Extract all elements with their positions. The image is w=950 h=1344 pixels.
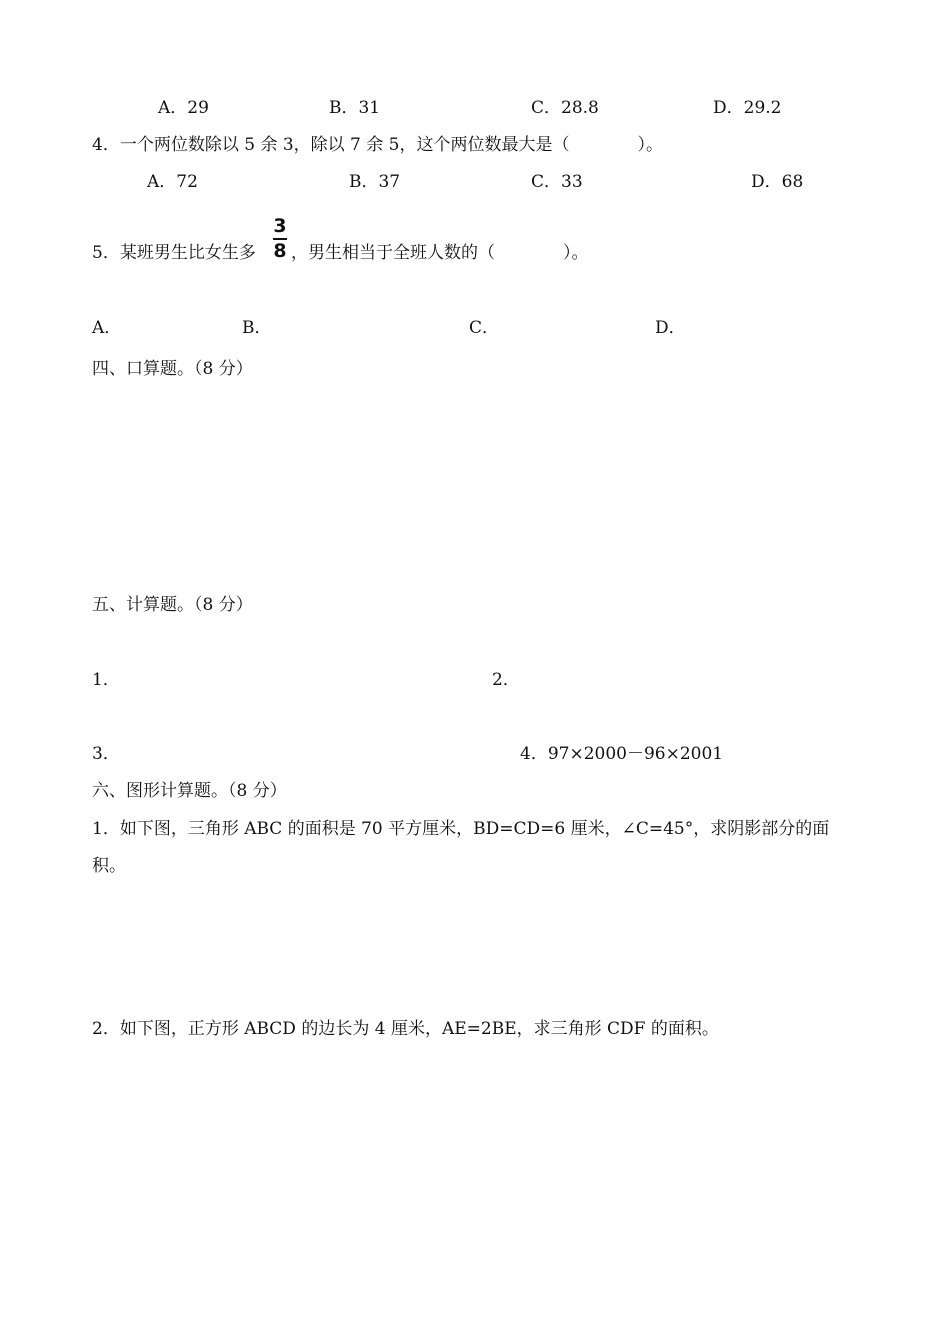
q4-option-a: A．72 — [147, 172, 198, 192]
fraction-denominator: 8 — [273, 240, 287, 262]
q5-option-b: B． — [242, 318, 272, 338]
q5-stem-before: 5．某班男生比女生多 — [92, 243, 256, 263]
section5-item-1: 1． — [92, 670, 120, 690]
section5-item-2: 2． — [492, 670, 520, 690]
q5-fraction — [271, 216, 289, 264]
fraction-numerator: 3 — [273, 215, 287, 237]
q5-option-c: C． — [469, 318, 500, 338]
section6-problem1-line2: 积。 — [92, 856, 126, 876]
q5-stem-after: ，男生相当于全班人数的（ ）。 — [291, 243, 589, 263]
q3-option-a: A．29 — [158, 98, 209, 118]
section5-item-4: 4．97×2000－96×2001 — [520, 744, 724, 764]
q4-option-c: C．33 — [531, 172, 583, 192]
q5-option-a: A． — [92, 318, 122, 338]
q4-option-b: B．37 — [349, 172, 401, 192]
q4-stem: 4．一个两位数除以 5 余 3，除以 7 余 5，这个两位数最大是（ ）。 — [92, 135, 664, 155]
section5-heading: 五、计算题。（8 分） — [92, 595, 253, 615]
section5-item-3: 3． — [92, 744, 120, 764]
section4-heading: 四、口算题。（8 分） — [92, 359, 253, 379]
q3-option-d: D．29.2 — [713, 98, 782, 118]
q3-option-c: C．28.8 — [531, 98, 599, 118]
section6-problem2: 2．如下图，正方形 ABCD 的边长为 4 厘米，AE=2BE，求三角形 CDF 的面积。 — [92, 1019, 719, 1039]
section6-problem1-line1: 1．如下图，三角形 ABC 的面积是 70 平方厘米，BD=CD=6 厘米，∠C=45°，求阴影部分的面 — [92, 819, 830, 839]
q4-option-d: D．68 — [751, 172, 804, 192]
q3-option-b: B．31 — [329, 98, 381, 118]
q5-option-d: D． — [655, 318, 686, 338]
section6-heading: 六、图形计算题。（8 分） — [92, 781, 287, 801]
